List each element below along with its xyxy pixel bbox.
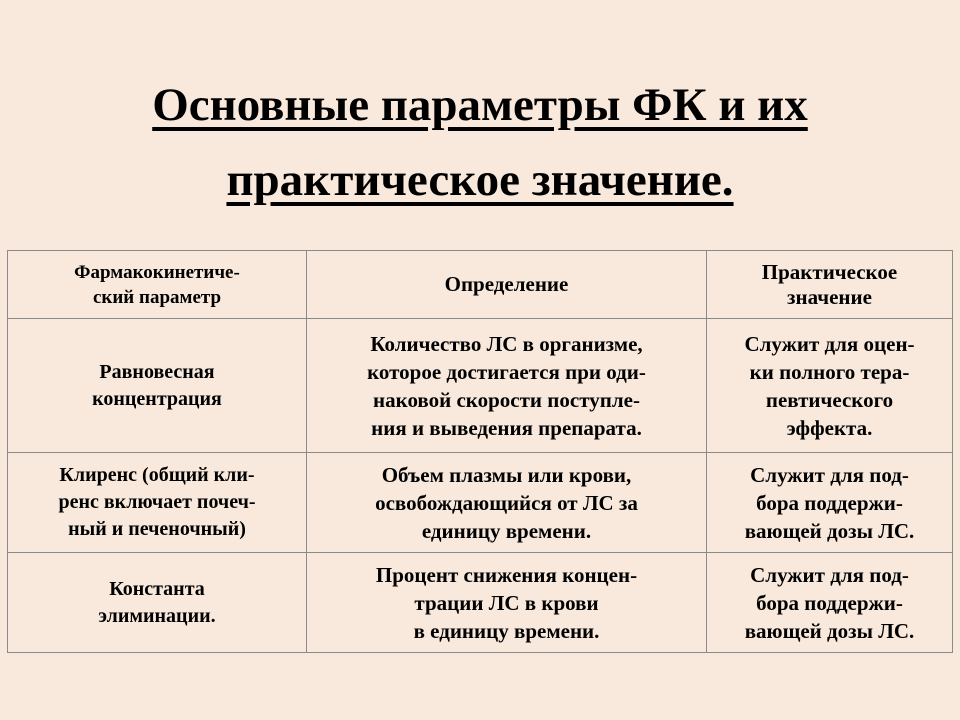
table-header-row [8, 251, 953, 319]
table-row [8, 319, 953, 453]
header-parameter-line: Фармакокинетиче- [74, 261, 240, 283]
header-definition [307, 251, 707, 319]
practical-line: Служит для оцен- [744, 331, 915, 356]
practical-cell [707, 553, 953, 653]
table-row [8, 453, 953, 553]
parameter-cell [8, 453, 307, 553]
practical-cell [707, 319, 953, 453]
header-practical-line: значение [787, 284, 872, 309]
practical-line: вающей дозы ЛС. [744, 518, 915, 543]
definition-line: единицу времени. [421, 518, 592, 543]
header-practical-line: Практическое [761, 259, 898, 284]
header-parameter [8, 251, 307, 319]
header-parameter-line: ский параметр [92, 286, 222, 308]
practical-line: ки полного тера- [749, 359, 910, 384]
definition-line: ния и выведения препарата. [371, 415, 642, 440]
parameter-line: Клиренс (общий кли- [59, 464, 255, 486]
parameter-line: ренс включает почеч- [58, 491, 256, 513]
practical-line: эффекта. [786, 415, 873, 440]
definition-line: трации ЛС в крови [414, 590, 599, 615]
parameter-line: концентрация [92, 387, 222, 410]
practical-line: бора поддержи- [756, 490, 903, 515]
definition-line: в единицу времени. [413, 618, 600, 643]
practical-line: Служит для под- [750, 462, 909, 487]
practical-line: Служит для под- [750, 562, 909, 587]
header-definition-line: Определение [444, 272, 569, 296]
pk-parameters-table [7, 250, 953, 653]
definition-line: Количество ЛС в организме, [370, 331, 643, 356]
definition-line: освобождающийся от ЛС за [375, 490, 638, 515]
header-practical-value [707, 251, 953, 319]
definition-line: которое достигается при оди- [367, 359, 646, 384]
parameter-cell [8, 553, 307, 653]
slide-title-line-2: практическое значение. [226, 154, 734, 206]
practical-line: певтического [765, 387, 894, 412]
table-row [8, 553, 953, 653]
practical-cell [707, 453, 953, 553]
definition-line: Объем плазмы или крови, [381, 462, 632, 487]
practical-line: бора поддержи- [756, 590, 903, 615]
definition-cell [307, 319, 707, 453]
definition-cell [307, 553, 707, 653]
parameter-line: элиминации. [98, 604, 216, 627]
definition-cell [307, 453, 707, 553]
definition-line: наковой скорости поступле- [373, 387, 640, 412]
parameter-cell [8, 319, 307, 453]
definition-line: Процент снижения концен- [375, 562, 638, 587]
parameter-line: Равновесная [99, 360, 215, 383]
parameter-line: Константа [109, 577, 205, 600]
parameter-line: ный и печеночный) [68, 518, 246, 540]
practical-line: вающей дозы ЛС. [744, 618, 915, 643]
slide-title [0, 68, 960, 218]
slide-title-line-1: Основные параметры ФК и их [152, 79, 808, 131]
